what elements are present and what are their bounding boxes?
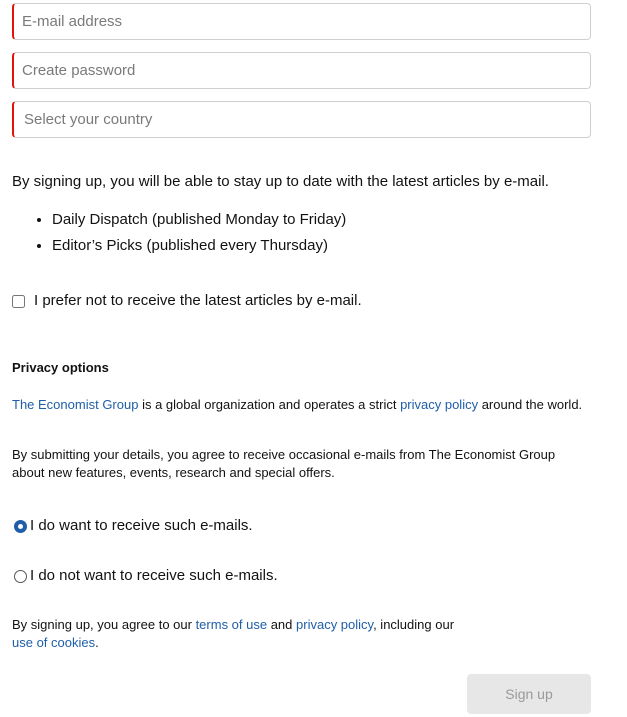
password-field[interactable]	[12, 52, 591, 89]
use-of-cookies-link[interactable]: use of cookies	[12, 635, 96, 650]
optout-checkbox[interactable]	[12, 295, 25, 308]
signup-button[interactable]: Sign up	[467, 674, 591, 714]
privacy-paragraph	[12, 396, 584, 414]
radio-no-label: I do not want to receive such e-mails.	[30, 567, 278, 584]
terms-text: .	[95, 635, 99, 650]
terms-text: and	[267, 617, 297, 632]
radio-yes-option[interactable]	[14, 516, 253, 536]
consent-paragraph: By submitting your details, you agree to receive occasional e-mails from The Economist Group about new features, events, research and special offers.	[12, 447, 556, 480]
radio-no-button[interactable]	[14, 570, 27, 583]
economist-group-link[interactable]: The Economist Group	[12, 397, 139, 412]
email-field[interactable]	[12, 3, 591, 40]
newsletter-list	[12, 207, 346, 259]
optout-row[interactable]	[12, 291, 362, 311]
privacy-policy-link-2[interactable]: privacy policy	[296, 617, 374, 632]
privacy-text: around the world.	[478, 397, 583, 412]
country-select[interactable]: Select your country	[12, 101, 591, 138]
newsletter-intro: By signing up, you will be able to stay up to date with the latest articles by e-mail.	[12, 173, 549, 190]
radio-yes-label: I do want to receive such e-mails.	[30, 517, 253, 534]
privacy-text: is a global organization and operates a strict	[138, 397, 401, 412]
optout-label: I prefer not to receive the latest articles by e-mail.	[34, 292, 362, 309]
terms-of-use-link[interactable]: terms of use	[195, 617, 268, 632]
terms-text: , including our	[373, 617, 455, 632]
privacy-policy-link[interactable]: privacy policy	[400, 397, 479, 412]
terms-paragraph	[12, 616, 462, 652]
privacy-heading: Privacy options	[12, 360, 109, 375]
list-item: • Editor’s Picks (published every Thursday)	[52, 233, 346, 259]
radio-no-option[interactable]	[14, 566, 278, 586]
terms-text: By signing up, you agree to our	[12, 617, 196, 632]
radio-yes-button[interactable]	[14, 520, 27, 533]
list-item: • Daily Dispatch (published Monday to Friday)	[52, 207, 346, 233]
